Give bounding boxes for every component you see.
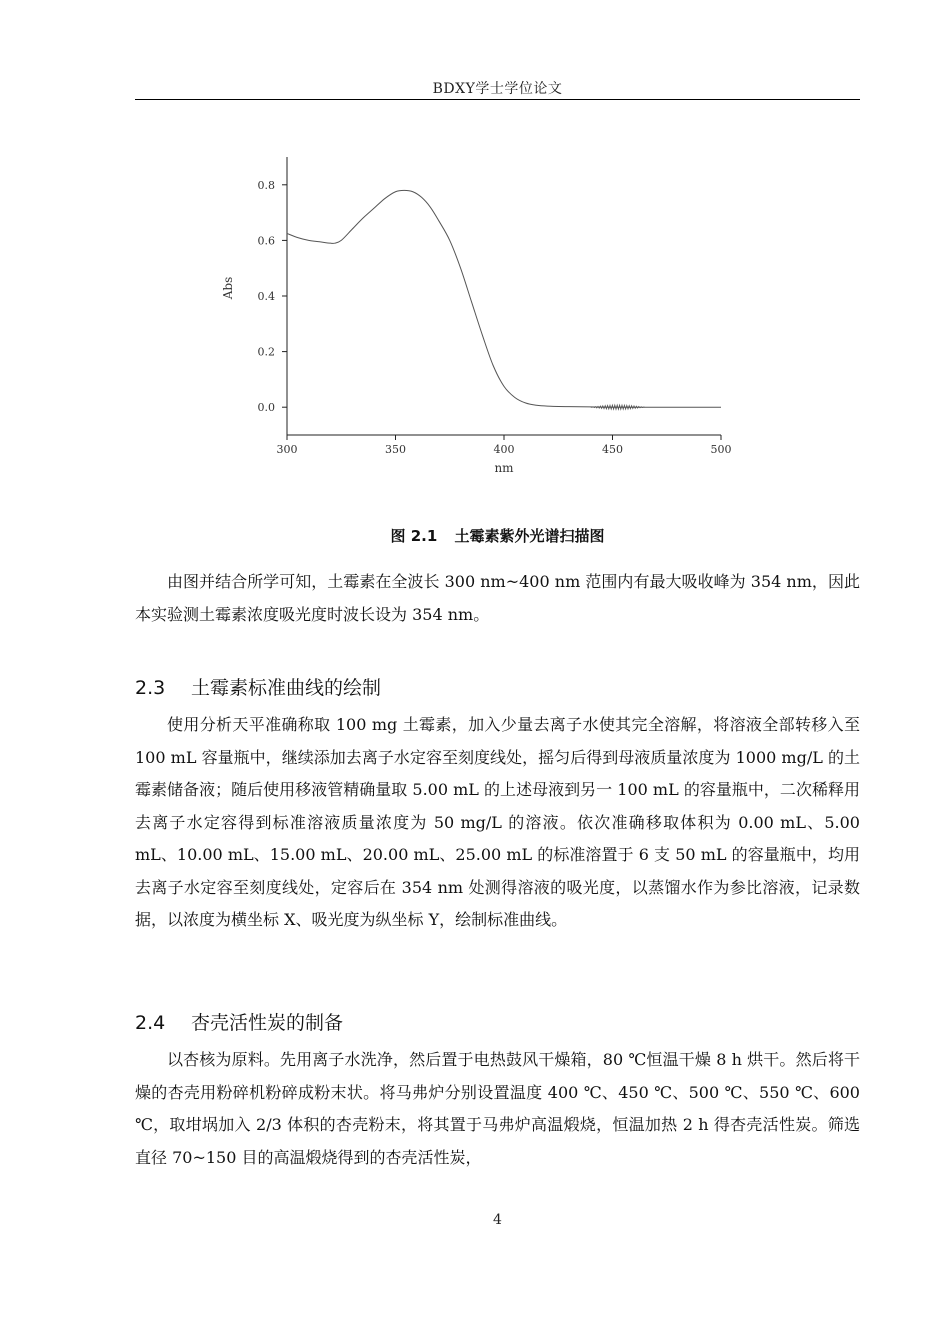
y-tick-label: 0.8 xyxy=(257,178,275,192)
x-axis-label: nm xyxy=(494,461,514,475)
y-axis-label: Abs xyxy=(221,276,235,300)
paragraph-3: 以杏核为原料。先用离子水洗净，然后置于电热鼓风干燥箱，80 ℃恒温干燥 8 h 烘干。然后将干燥的杏壳用粉碎机粉碎成粉末状。将马弗炉分别设置温度 400 ℃、450 ℃、500 ℃、550 ℃、600 ℃，取坩埚加入 2/3 体积的杏壳粉末，将其置于马弗炉高温煅烧，恒温加热 2 h 得杏壳活性炭。筛选直径 70~150 目的高温煅烧得到的杏壳活性炭， xyxy=(135,1050,860,1167)
x-tick-label: 350 xyxy=(385,443,406,456)
paragraph-2: 使用分析天平准确称取 100 mg 土霉素，加入少量去离子水使其完全溶解，将溶液全部转移入至 100 mL 容量瓶中，继续添加去离子水定容至刻度线处，摇匀后得到母液质量浓度为 1000 mg/L 的土霉素储备液；随后使用移液管精确量取 5.00 mL 的上述母液到另一 100 mL 的容量瓶中，二次稀释用去离子水定容得到标准溶液质量浓度为 50 mg/L 的溶液。依次准确移取体积为 0.00 mL、5.00 mL、10.00 mL、15.00 mL、20.00 mL、25.00 mL 的标准溶置于 6 支 50 mL 的容量瓶中，均用去离子水定容至刻度线处，定容后在 354 nm 处测得溶液的吸光度，以蒸馏水作为参比溶液，记录数据，以浓度为横坐标 X、吸光度为纵坐标 Y，绘制标准曲线。 xyxy=(135,715,860,929)
y-tick-label: 0.0 xyxy=(257,401,275,415)
chart-axes xyxy=(287,157,721,435)
series-noise xyxy=(591,405,645,409)
section-number: 2.4 xyxy=(135,1012,166,1034)
y-tick-label: 0.6 xyxy=(257,234,275,248)
figure-caption xyxy=(135,525,860,546)
y-ticks xyxy=(258,179,288,414)
x-tick-label: 450 xyxy=(602,443,623,456)
section-title: 土霉素标准曲线的绘制 xyxy=(191,677,382,699)
running-header: BDXY学士学位论文 xyxy=(432,81,563,97)
uv-spectrum-chart xyxy=(210,145,750,490)
x-ticks xyxy=(277,435,732,456)
figure-title: 土霉素紫外光谱扫描图 xyxy=(454,527,605,545)
section-number: 2.3 xyxy=(135,677,166,699)
y-tick-label: 0.4 xyxy=(257,290,275,303)
page-number: 4 xyxy=(493,1212,502,1228)
section-title: 杏壳活性炭的制备 xyxy=(191,1012,344,1034)
section-heading-2-4 xyxy=(135,1008,860,1035)
y-tick-label: 0.2 xyxy=(257,345,275,359)
paragraph-1: 由图并结合所学可知，土霉素在全波长 300 nm~400 nm 范围内有最大吸收峰为 354 nm，因此本实验测土霉素浓度吸光度时波长设为 354 nm。 xyxy=(135,572,860,624)
series-line xyxy=(287,190,721,407)
x-tick-label: 300 xyxy=(276,443,298,456)
x-tick-label: 500 xyxy=(710,443,732,456)
header-rule xyxy=(135,99,860,100)
x-tick-label: 400 xyxy=(493,443,515,456)
section-heading-2-3 xyxy=(135,673,860,700)
figure-label: 图 2.1 xyxy=(390,527,438,545)
